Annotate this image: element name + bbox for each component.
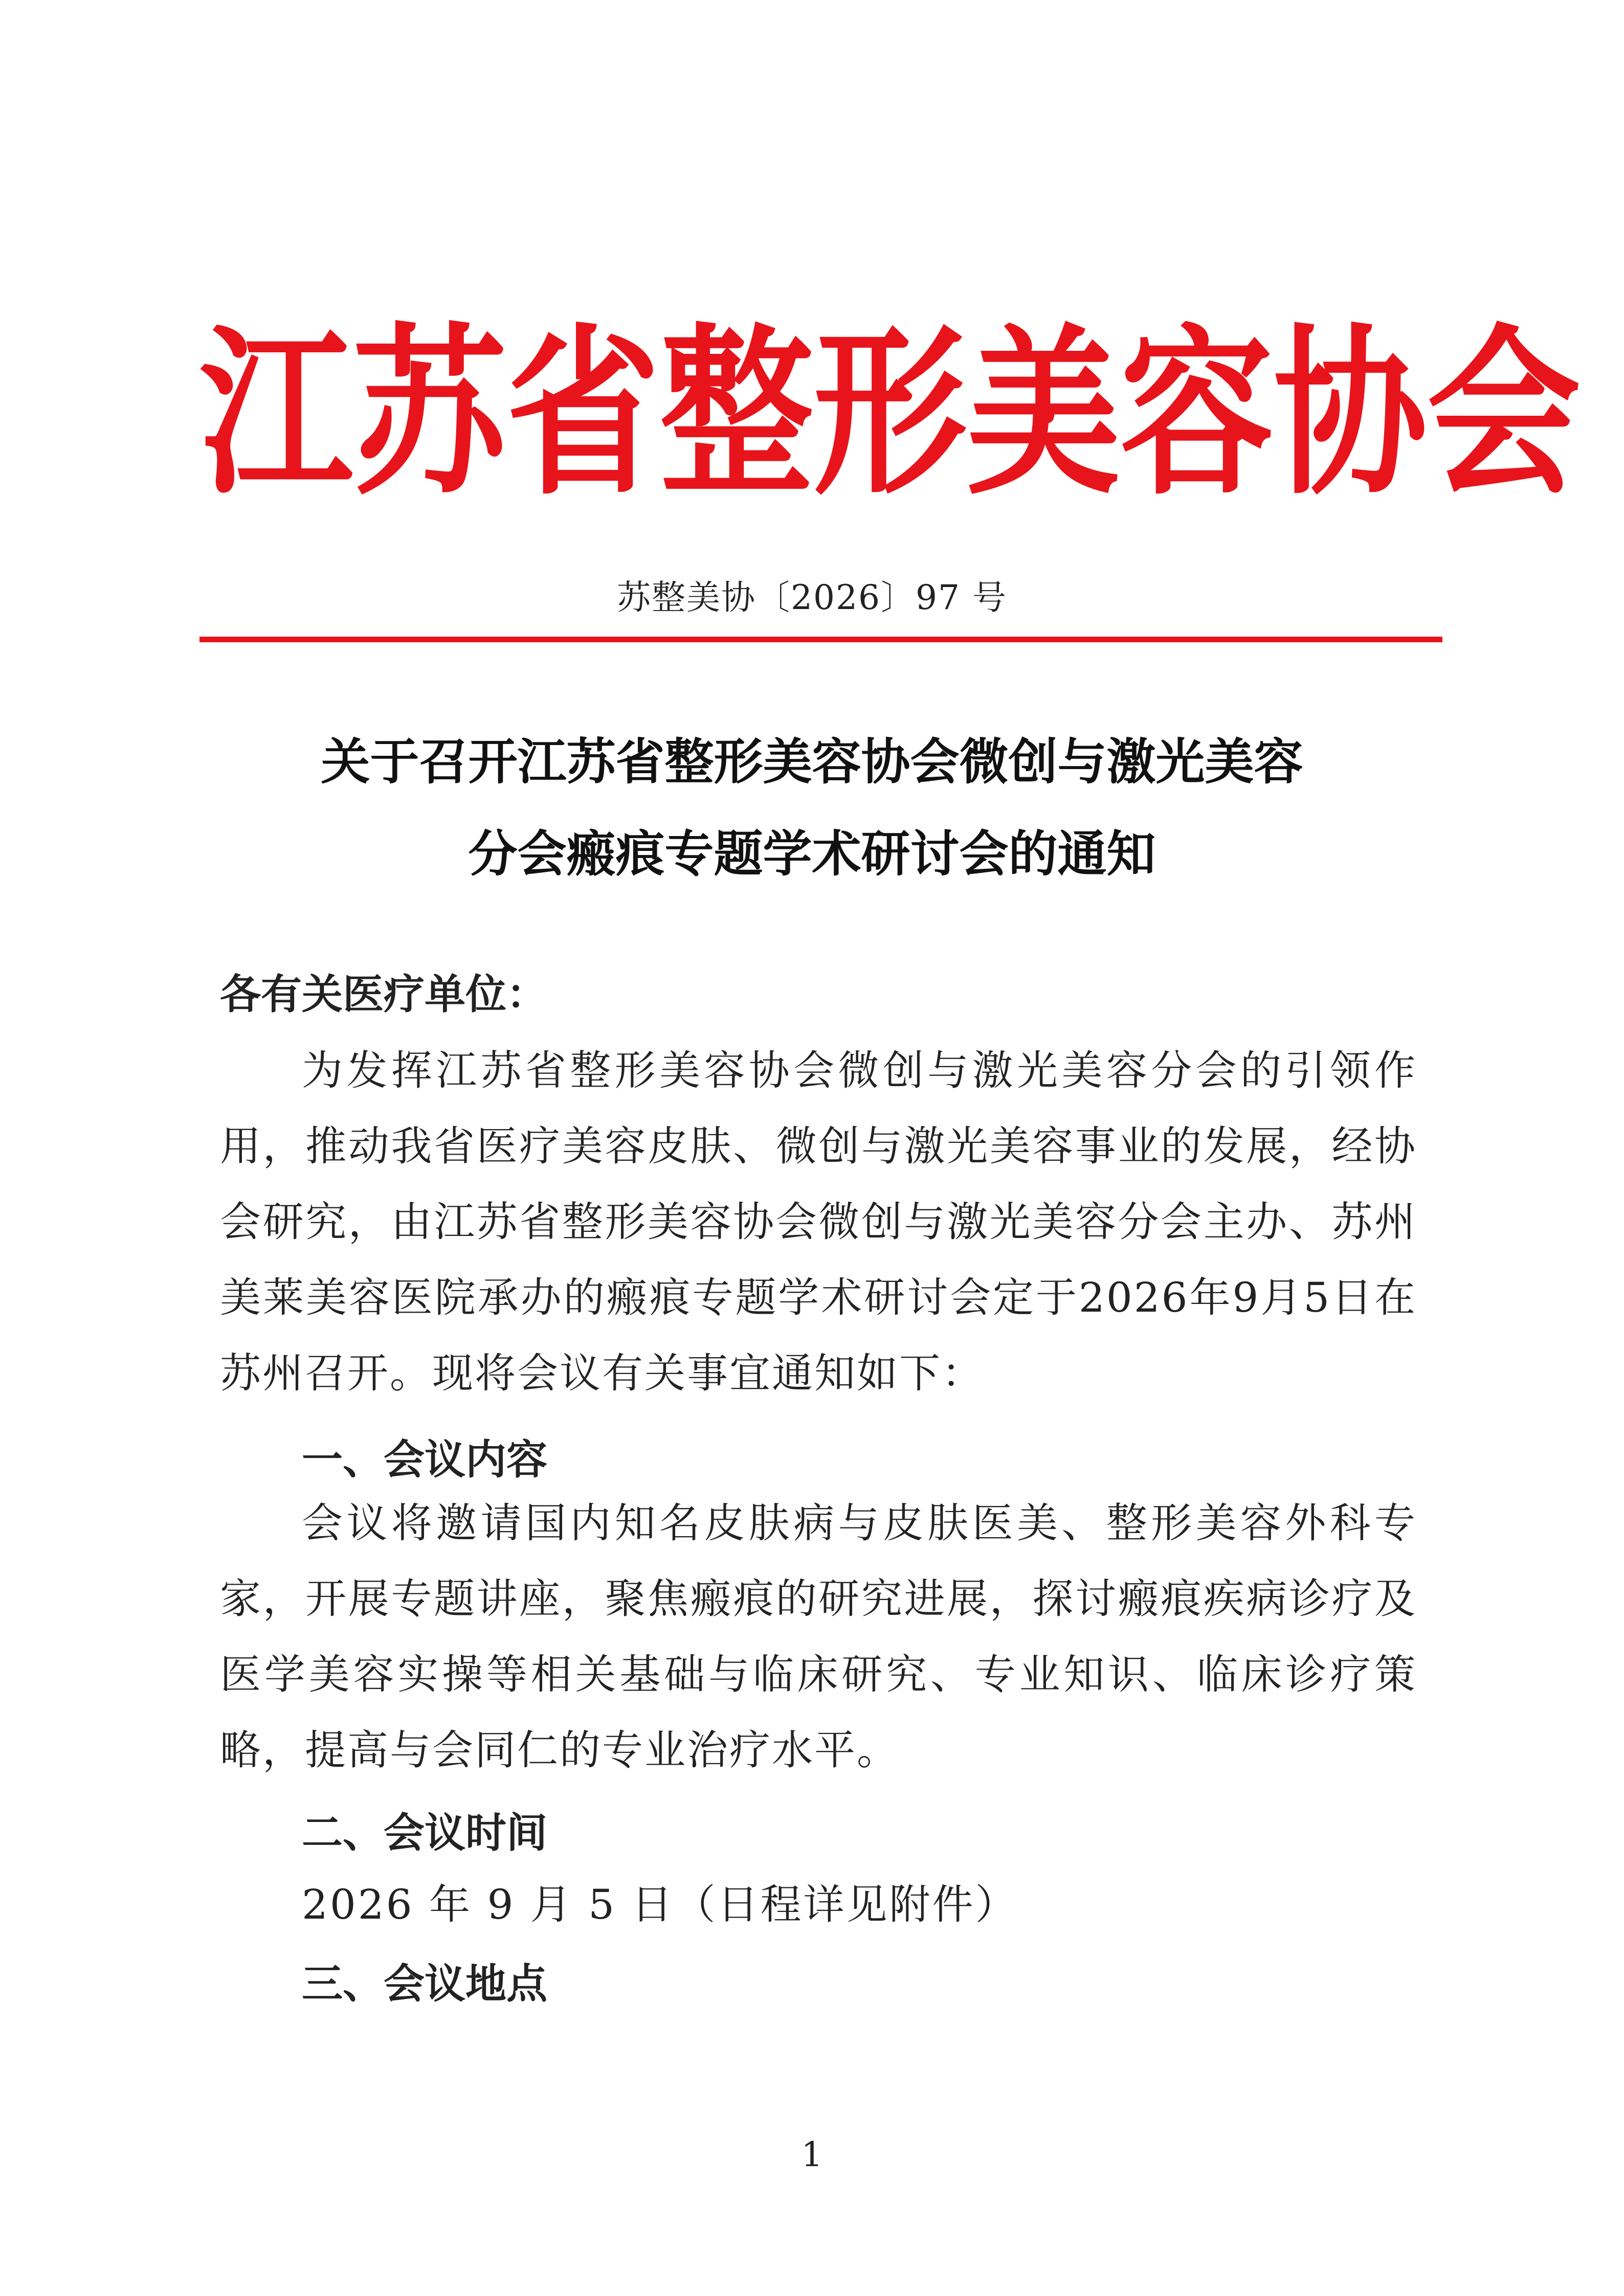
- red-divider-line: [199, 637, 1442, 642]
- notice-title-line-1: 关于召开江苏省整形美容协会微创与激光美容: [321, 733, 1303, 791]
- letterhead-char: 江: [199, 308, 353, 520]
- section-content-paragraph: 会议将邀请国内知名皮肤病与皮肤医美、整形美容外科专家，开展专题讲座，聚焦瘢痕的研究进展，探讨瘢痕疾病诊疗及医学美容实操等相关基础与临床研究、专业知识、临床诊疗策略，提高与会同仁的专业治疗水平。: [220, 1499, 1417, 1774]
- section-heading-location: 三、会议地点: [302, 1960, 547, 2008]
- notice-title-line-2: 分会瘢痕专题学术研讨会的通知: [468, 825, 1156, 883]
- section-heading-content: 一、会议内容: [302, 1436, 547, 1483]
- letterhead-char: 省: [506, 308, 660, 520]
- letterhead-char: 美: [967, 308, 1120, 520]
- section-heading-time: 二、会议时间: [302, 1809, 547, 1857]
- letterhead-char: 整: [660, 308, 813, 520]
- page-number: 1: [801, 2135, 823, 2174]
- document-number: 苏整美协〔2026〕97 号: [617, 578, 1007, 617]
- salutation: 各有关医疗单位：: [220, 971, 547, 1018]
- intro-paragraph: 为发挥江苏省整形美容协会微创与激光美容分会的引领作用，推动我省医疗美容皮肤、微创与激光美容事业的发展，经协会研究，由江苏省整形美容协会微创与激光美容分会主办、苏州美莱美容医院承办的瘢痕专题学术研讨会定于2026年9月5日在苏州召开。现将会议有关事宜通知如下：: [220, 1047, 1417, 1397]
- letterhead-char: 苏: [353, 308, 506, 520]
- letterhead-char: 形: [813, 308, 967, 520]
- meeting-date-text: 2026 年 9 月 5 日（日程详见附件）: [302, 1881, 1018, 1928]
- notice-title: [153, 716, 1471, 900]
- letterhead-char: 会: [1427, 308, 1581, 520]
- organization-letterhead: [199, 294, 1581, 535]
- letterhead-char: 协: [1274, 308, 1427, 520]
- letterhead-char: 容: [1120, 308, 1274, 520]
